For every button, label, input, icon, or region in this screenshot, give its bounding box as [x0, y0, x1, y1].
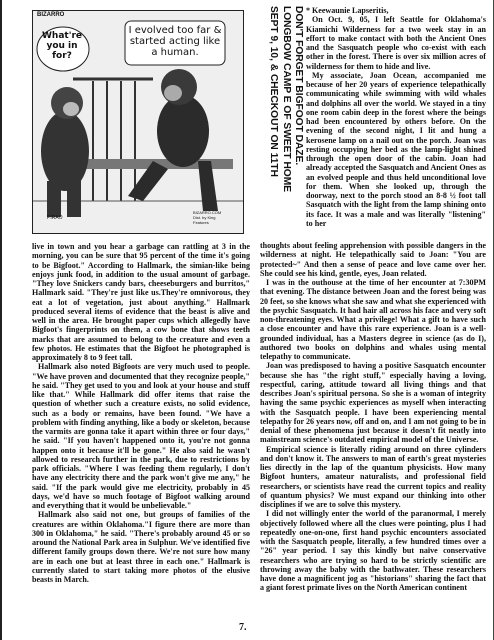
page-number: 7.	[239, 622, 247, 633]
paragraph: On Oct. 9, 05, I left Seattle for Oklahoma's Kiamichi Wilderness for a two week stay in an effort to make contact with both the Ancient Ones and the Sasquatch people who co-exist with each other in the forest. There is over six million acres of wilderness for them to hide and live.	[306, 15, 486, 71]
paragraph: I was in the outhouse at the time of her encounter at 7:30PM that evening. The distance between Joan and the forest being was 20 feet, so she knows what she saw and what she experienced with the psychic Sasquatch. It had hair all across his face and very soft non-threatening eyes. What a privilege! What a gift to have such a close encounter and have this rare experience. Joan is a well-grounded individual, has a Masters degree in science (as do I), authored two books on dolphins and whales using mental telepathy to communicate.	[260, 278, 486, 361]
cartoon-signature: PIRAO	[47, 215, 63, 221]
paragraph: I did not willingly enter the world of the paranormal, I merely objectively followed where all the clues were pointing, plus I had repeatedly one-on-one, first hand psychic encounters associated with the Sasquatch people, literally, a few hundred times over a "26" year period. I say this kindly but naïve conservative researchers who are trying so hard to be strictly scientific are throwing away the baby with the bathwater. These researchers have done a magnificent jog as "historians" sharing the fact that a giant forest primate lives on the North American continent	[260, 509, 486, 593]
paragraph: live in town and you hear a garbage can rattling at 3 in the morning, you can be sure that 95 percent of the time it's going to be Bigfoot." According to Hallmark, the simian-like being enjoys junk food, in addition to the usual amount of garbage. "They love Snickers candy bars, cheeseburgers and burritos," Hallmark said. "They're just like us.They're omnivorous, they eat a lot of vegetation, just about anything." Hallmark produced several items of evidence that the beast is alive and well in the area. He brought paper cups which allegedly have Bigfoot's fingerprints on them, a cow bone that shows teeth marks that are assumed to belong to the creature and even a few photos. He estimates that the Bigfoot he photographed is approximately 8 to 9 feet tall.	[32, 242, 250, 362]
paragraph: Joan was predisposed to having a positive Sasquatch encounter because she has "the right stuff," especially having a loving, respectful, caring, attitude toward all living things and that describes Joan's spiritual persona. So she is a woman of integrity having the same psychic experiences as myself when interacting with the Sasquatch people. I have been experiencing mental telepathy for 26 years now, off and on, and I am not going to be in denial of these phenomena just because it doesn't fit neatly into mainstream science's outdated empirical model of the Universe.	[260, 361, 486, 445]
notice-line-1: DON'T FORGET BIGFOOT DAZE.	[293, 6, 304, 166]
paragraph: Hallmark also said not one, but groups of families of the creatures are within Oklahoma."I figure there are more than 300 in Oklahoma," he said. "There's probably around 45 or so around the National Park area in Sulphur. We've identified five different family groups down there. We're not sure how many are in each one but at least three in each one." Hallmark is currently slated to start taking more photos of the elusive beasts in March.	[32, 510, 250, 584]
notice-line-2: LONGBOW CAMP E OF SWEET HOME	[280, 6, 292, 193]
notice-line-3: SEPT 9, 10, & CHECKOUT ON 11TH	[268, 6, 280, 177]
cartoon-credit: BIZARRO.COM Dist. by King Features	[193, 210, 222, 225]
paragraph: Empirical science is literally riding around on three cylinders and don't know it. The answers to man of earth's great mysteries lies directly in the lap of the quantum physicists. How many Bigfoot hunters, amateur naturalists, and professional field researchers, or scientists have read the current topics and reality of quantum physics? We must expand our thinking into other disciplines if we are to solve this mystery.	[260, 444, 486, 509]
article-heading: * Keewaunie Lapseritis,	[306, 6, 389, 15]
bigfoot-daze-notice	[254, 6, 304, 246]
paragraph: Hallmark also noted Bigfoots are very much used to people. "We have proven and documented that they recognize people," he said. "They get used to you and look at your house and stuff like that." While Hallmark did offer items that raise the question of whether such a creature exists, no solid evidence, such as a body or remains, have been found. "We have a problem with finding anything, like a body or skeleton, because the varmits are gonna take it apart within three or four days," he said. "If you haven't happened onto it, you're not gonna happen onto it because it'll be gone." He also said he wasn't allowed to research further in the park, due to restrictions by park officials. "Where I was feeding them regularly, I don't have any electricity there and the park won't give me any," he said. "If the park would give me electricity, probably in 45 days, we'd have so much footage of Bigfoot walking around and everything that it would be unbelievable."	[32, 362, 250, 510]
article-right-top	[306, 6, 486, 228]
paragraph: My associate, Joan Ocean, accompanied me because of her 20 years of experience telepathically communicating while swimming with wild whales and dolphins all over the world. We stayed in a tiny one room cabin deep in the forest where the beings had been encountered by others before. On the evening of the second night, I lit and hung a kerosene lamp on a nail out on the porch. Joan was resting occupying her bed as the lamp-light shined through the open door of the cabin. Joan had already accepted the Sasquatch and Ancient Ones as an evolved people and thus held unconditional love for them. When she looked up, through the doorway, next to the porch stood an 8-8 ½ foot tall Sasquatch with the light from the lamp shining onto its face. It was a male and was literally "listening" to her	[306, 70, 486, 228]
article-right-bottom	[260, 241, 486, 593]
speech-bubble-left: What're you in for?	[41, 31, 82, 61]
paragraph: thoughts about feeling apprehension with possible dangers in the wilderness at night. He telepathically said to Joan: "You are protected~" And then a sense of peace and love came over her. She could see his kind, gentle, eyes, Joan related.	[260, 241, 486, 278]
cartoon-strip-title: BIZARRO	[37, 12, 65, 18]
bizarro-cartoon	[32, 10, 244, 234]
speech-bubble-right: I evolved too far & started acting like a human.	[128, 25, 222, 58]
article-left-column	[32, 242, 250, 584]
